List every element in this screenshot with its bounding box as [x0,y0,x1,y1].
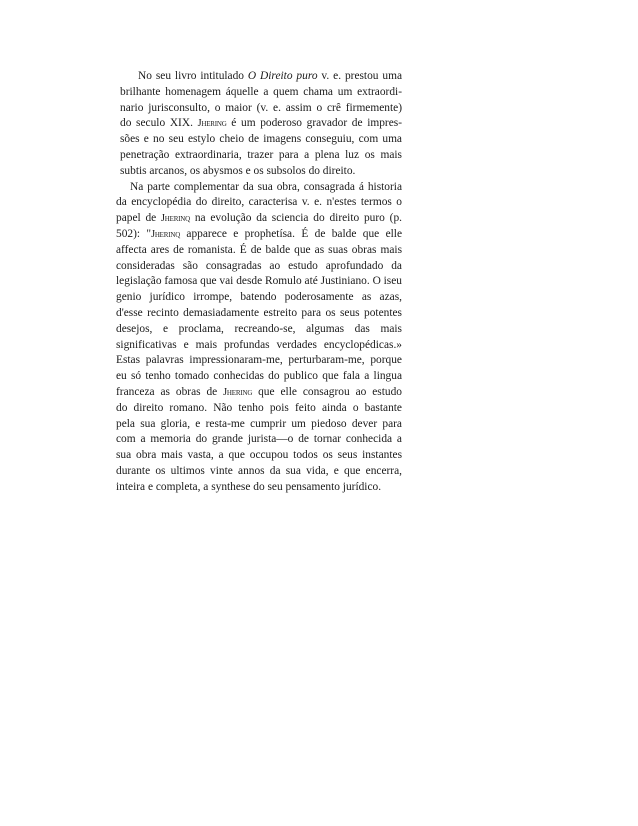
text-run: desejos, e proclama, recreando-se, algumas das mais [116,322,402,335]
text-line [116,353,402,369]
text-line [116,227,402,243]
text-line [116,417,402,433]
text-line [116,385,402,401]
text-run: pela sua gloria, e resta-me cumprir um piedoso dever para [116,417,402,430]
text-run: nario jurisconsulto, o maior (v. e. assim o crê firmemente) [120,101,402,114]
body-text [116,69,402,496]
text-line [116,195,402,211]
text-run: No seu livro intitulado [138,70,248,82]
text-run: subtis arcanos, os abysmos e os subsolos do direito. [120,164,356,177]
text-line [116,211,402,227]
text-line [120,101,402,117]
text-run: legislação famosa que vai desde Romulo até Justiniano. O iseu [116,275,402,288]
text-run: significativas e mais profundas verdades encyclopédicas.» [116,338,402,351]
text-run: na evolução da sciencia do direito puro (p. [190,212,402,225]
text-run: penetração extraordinaria, trazer para a plena luz os mais [120,148,402,161]
text-run: sua obra mais vasta, a que occupou todos os seus instantes [116,449,402,462]
text-run: eu só tenho tomado conhecidas do publico que fala a lingua [116,370,402,383]
text-line [116,290,402,306]
text-line [116,338,402,354]
text-run: Estas palavras impressionaram-me, perturbaram-me, porque [116,354,402,367]
paragraph-2 [116,180,402,496]
text-line [120,132,402,148]
text-line [116,243,402,259]
text-run: d'esse recinto demasiadamente estreito para os seus potentes [116,306,402,319]
author-name: Jherinq [161,213,191,225]
text-line [120,69,402,85]
italic-title: O Direito puro [247,70,318,82]
text-run: da encyclopédia do direito, caracterisa v. e. n'estes termos o [116,196,402,209]
text-run: consideradas são consagradas ao estudo aprofundado da [116,259,402,272]
text-line [116,448,402,464]
text-run: Na parte complementar da sua obra, consagrada á historia [130,180,402,193]
text-run: genio jurídico irrompe, batendo poderosamente as azas, [116,291,402,304]
text-line [120,164,402,180]
text-line [116,432,402,448]
text-run: com a memoria do grande jurista—o de tornar conhecida a [116,433,402,446]
text-run: brilhante homenagem áquelle a quem chama um extraordi- [120,85,402,98]
text-run: v. e. prestou uma [317,70,403,82]
text-run: affecta ares de romanista. É de balde que as suas obras mais [116,243,402,256]
text-line [120,85,402,101]
text-run: do seculo XIX. [120,117,198,130]
author-name: Jherinq [151,228,181,240]
text-line [120,148,402,164]
text-run: papel de [116,212,162,225]
text-run: apparece e prophetísa. É de balde que elle [180,227,403,240]
text-run: do direito romano. Não tenho pois feito ainda o bastante [116,401,402,414]
text-line [116,369,402,385]
text-line [116,306,402,322]
text-line [116,180,402,196]
text-run: é um poderoso gravador de impres- [226,117,402,130]
text-run: que elle consagrou ao estudo [252,385,402,398]
text-run: sões e no seu estylo cheio de imagens conseguiu, com uma [120,133,402,146]
text-line [116,322,402,338]
author-name: Jhering [197,118,227,130]
text-run: durante os ultimos vinte annos da sua vida, e que encerra, [116,464,402,477]
text-line [116,464,402,480]
text-run: franceza as obras de [116,385,224,398]
author-name: Jhering [223,386,253,398]
text-run: 502): " [116,227,152,240]
text-line [116,259,402,275]
paragraph-1 [116,69,402,180]
text-run: inteira e completa, a synthese do seu pensamento jurídico. [116,480,382,493]
text-line [116,401,402,417]
text-line [120,116,402,132]
text-line [116,274,402,290]
text-line [116,480,402,496]
